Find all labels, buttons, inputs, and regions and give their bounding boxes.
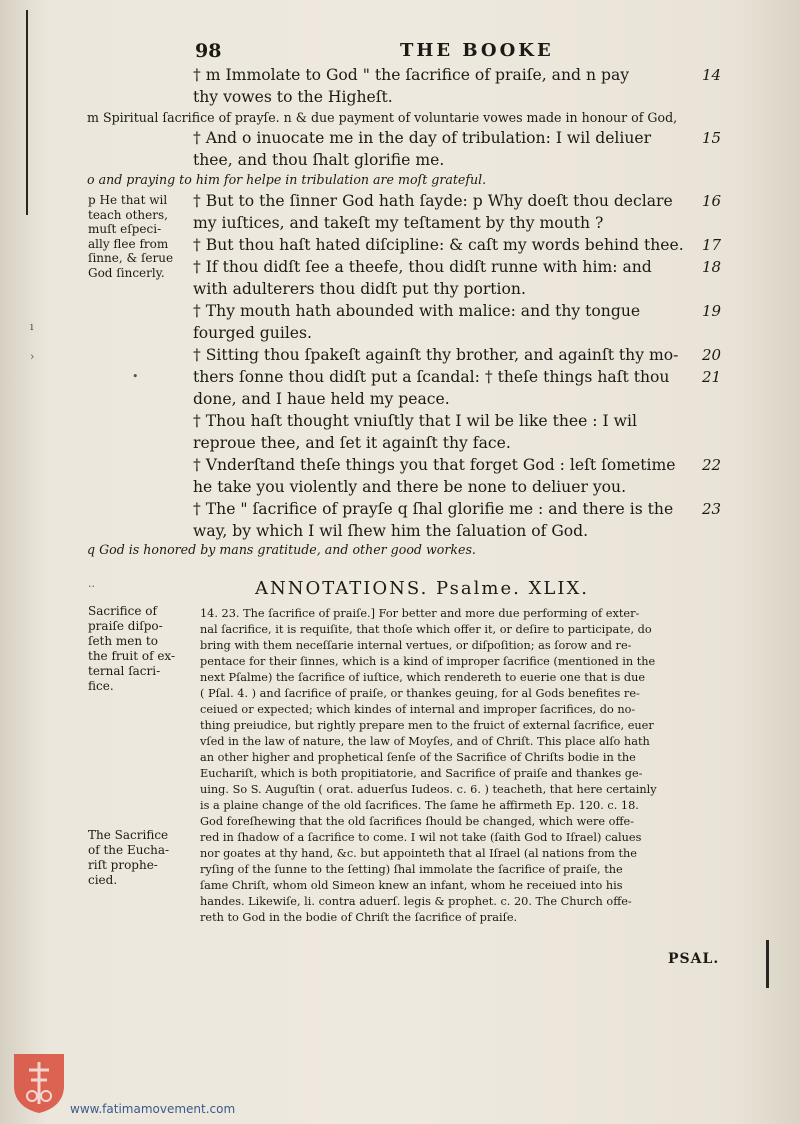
side-note-p bbox=[88, 193, 173, 280]
annotation-line: God foreſhewing that the old ſacrifices ſhould be changed, which were offe- bbox=[200, 815, 634, 828]
annotation-line: nal ſacrifice, it is requiſite, that thoſe which offer it, or deſire to participate, do bbox=[200, 623, 652, 636]
verse-number: 17 bbox=[702, 236, 722, 254]
annotation-line: handes. Likewiſe, li. contra aduerſ. legis & prophet. c. 20. The Church offe- bbox=[200, 895, 632, 908]
annotation-line: is a plaine change of the old ſacrifices. The ſame he affirmeth Ep. 120. c. 18. bbox=[200, 799, 639, 812]
verse-line: † Thou haſt thought vniuſtly that I wil be like thee : I wil bbox=[193, 412, 637, 430]
annotation-line: uing. So S. Auguſtin ( orat. aduerſus Iudeos. c. 6. ) teacheth, that here certainly bbox=[200, 783, 657, 796]
verse-number: 20 bbox=[702, 346, 722, 364]
verse-line: reproue thee, and ſet it againſt thy face. bbox=[193, 434, 511, 452]
fatima-crest-icon bbox=[12, 1052, 66, 1114]
footer-website-link[interactable]: www.fatimamovement.com bbox=[70, 1102, 236, 1116]
annotation-line: ryſing of the ſunne to the ſetting) ſhal immolate the ſacrifice of praiſe, the bbox=[200, 863, 623, 876]
annotation-line: next Pſalme) the ſacrifice of iuſtice, which rendereth to euerie one that is due bbox=[200, 671, 646, 684]
side-note-line: ſinne, & ſerue bbox=[88, 251, 174, 265]
verse-number: 19 bbox=[702, 302, 722, 320]
marginal-note-q: q God is honored by mans gratitude, and other good workes. bbox=[87, 542, 476, 557]
page-number: 98 bbox=[195, 40, 222, 62]
verse-line: thee, and thou ſhalt glorifie me. bbox=[193, 151, 445, 169]
left-margin-rule bbox=[26, 10, 28, 215]
annotation-margin-note bbox=[88, 604, 175, 694]
verse-line: thy vowes to the Higheſt. bbox=[193, 88, 393, 106]
side-note-line: God ſincerly. bbox=[88, 265, 165, 280]
verse-number: 22 bbox=[702, 456, 722, 474]
margin-line: fice. bbox=[88, 679, 114, 693]
verse-number: 21 bbox=[702, 368, 722, 386]
annotation-line: reth to God in the bodie of Chriſt the ſacrifice of praiſe. bbox=[200, 911, 518, 924]
annotation-line: Euchariſt, which is both propitiatorie, and Sacrifice of praiſe and thankes ge- bbox=[200, 767, 643, 780]
verse-line: my iuſtices, and takeſt my teſtament by thy mouth ? bbox=[193, 214, 604, 232]
annotation-line: vſed in the law of nature, the law of Moyſes, and of Chriſt. This place alſo hath bbox=[200, 735, 650, 748]
side-note-line: muſt eſpeci- bbox=[88, 222, 162, 236]
margin-line: The Sacrifice bbox=[88, 828, 169, 842]
verse-line: † The " ſacrifice of prayſe q ſhal glorifie me : and there is the bbox=[193, 500, 674, 518]
annotation-line: thing preiudice, but rightly prepare men to the fruict of external ſacrifice, euer bbox=[200, 719, 654, 732]
annotation-line: ſame Chriſt, whom old Simeon knew an infant, whom he receiued into his bbox=[200, 879, 623, 892]
margin-line: praiſe diſpo- bbox=[88, 619, 163, 633]
annotation-margin-note bbox=[88, 828, 169, 888]
margin-line: riſt prophe- bbox=[88, 858, 158, 872]
running-title: THE BOOKE bbox=[400, 40, 554, 61]
verse-number: 16 bbox=[702, 192, 722, 210]
side-note-line: teach others, bbox=[88, 207, 168, 222]
verse-line: † Sitting thou ſpakeſt againſt thy brother, and againſt thy mo- bbox=[193, 346, 679, 364]
side-note-line: p He that wil bbox=[88, 193, 168, 207]
verse-line: he take you violently and there be none to deliuer you. bbox=[193, 478, 627, 496]
stray-mark: › bbox=[30, 350, 35, 363]
verse-line: thers ſonne thou didſt put a ſcandal: † theſe things haſt thou bbox=[193, 368, 670, 386]
annotation-line: red in ſhadow of a ſacrifice to come. I wil not take (ſaith God to Iſrael) calues bbox=[200, 831, 642, 844]
stray-mark: • bbox=[132, 370, 139, 383]
verse-line: † Thy mouth hath abounded with malice: and thy tongue bbox=[193, 302, 641, 320]
stray-mark: ·· bbox=[88, 580, 95, 593]
verse-line: † But thou haſt hated diſcipline: & caſt my words behind thee. bbox=[193, 236, 684, 254]
verse-line: † Vnderſtand theſe things you that forget God : leſt ſometime bbox=[193, 456, 676, 474]
side-note-line: ally flee from bbox=[88, 236, 169, 251]
verse-line: fourged guiles. bbox=[193, 324, 312, 342]
margin-line: the fruit of ex- bbox=[88, 649, 176, 663]
annotation-line: ceiued or expected; which kindes of internal and improper ſacrifices, do no- bbox=[200, 703, 636, 716]
catchword: PSAL. bbox=[668, 951, 720, 967]
margin-line: Sacrifice of bbox=[88, 604, 157, 618]
annotation-line: bring with them neceſſarie internal vertues, or diſpoſition; as ſorow and re- bbox=[200, 639, 632, 652]
verse-line: way, by which I wil ſhew him the ſaluation of God. bbox=[193, 522, 589, 540]
stray-mark: ı bbox=[30, 320, 34, 333]
verse-line: † And o inuocate me in the day of tribulation: I wil deliuer bbox=[193, 129, 652, 147]
margin-line: ternal ſacri- bbox=[88, 664, 161, 678]
verse-line: † But to the ſinner God hath ſayde: p Why doeſt thou declare bbox=[193, 192, 673, 210]
verse-number: 23 bbox=[702, 500, 722, 518]
verse-line: † m Immolate to God " the ſacrifice of praiſe, and n pay bbox=[193, 66, 630, 84]
annotation-line: 14. 23. The ſacrifice of praiſe.] For better and more due performing of exter- bbox=[200, 607, 640, 620]
margin-line: cied. bbox=[88, 873, 118, 887]
margin-line: of the Eucha- bbox=[88, 843, 170, 857]
verse-line: done, and I haue held my peace. bbox=[193, 390, 450, 408]
annotation-line: pentace for their ſinnes, which is a kind of improper ſacrifice (mentioned in the bbox=[200, 655, 656, 668]
annotation-line: ( Pſal. 4. ) and ſacrifice of praiſe, or thankes geuing, for al Gods benefites re- bbox=[200, 687, 640, 700]
annotation-line: nor goates at thy hand, &c. but appointeth that al Iſrael (al nations from the bbox=[200, 847, 637, 860]
verse-number: 18 bbox=[702, 258, 722, 276]
verse-line: with adulterers thou didſt put thy portion. bbox=[193, 280, 526, 298]
verse-number: 14 bbox=[702, 66, 722, 84]
annotation-line: an other higher and prophetical ſenſe of the Sacrifice of Chriſts bodie in the bbox=[200, 751, 636, 764]
verse-line: † If thou didſt ſee a theefe, thou didſt runne with him: and bbox=[193, 258, 652, 276]
right-margin-rule bbox=[766, 940, 769, 988]
marginal-note-o: o and praying to him for helpe in tribulation are moſt grateful. bbox=[87, 172, 487, 187]
marginal-note-m: m Spiritual ſacrifice of prayſe. n & due payment of voluntarie vowes made in honour of God, bbox=[87, 110, 678, 125]
margin-line: ſeth men to bbox=[88, 634, 158, 648]
verse-number: 15 bbox=[702, 129, 722, 147]
annotations-title: ANNOTATIONS. Psalme. XLIX. bbox=[255, 578, 589, 599]
